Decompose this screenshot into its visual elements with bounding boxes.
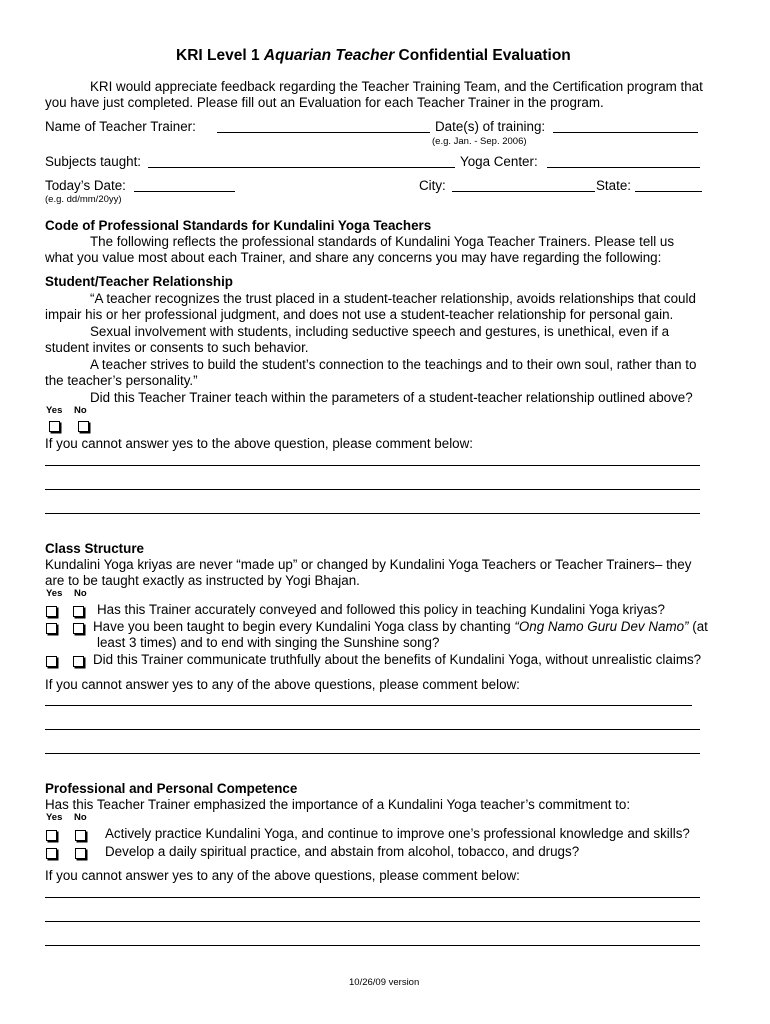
class-q1-no-checkbox[interactable] — [73, 606, 84, 617]
competence-q1-no-checkbox[interactable] — [75, 830, 86, 841]
relationship-no-checkbox[interactable] — [78, 421, 89, 432]
class-q3-yes-checkbox[interactable] — [46, 656, 57, 667]
relationship-p3-line1: A teacher strives to build the student’s connection to the teachings and to their own soul, rather than to — [90, 357, 697, 372]
city-label: City: — [419, 178, 446, 193]
class-q3-text: Did this Trainer communicate truthfully about the benefits of Kundalini Yoga, without unrealistic claims? — [93, 652, 702, 667]
relationship-yes-label: Yes — [46, 405, 63, 416]
class-structure-line-1: Kundalini Yoga kriyas are never “made up” or changed by Kundalini Yoga Teachers or Teacher Trainers– they — [45, 557, 692, 572]
competence-yes-label: Yes — [46, 812, 63, 823]
code-line-1: The following reflects the professional standards of Kundalini Yoga Teacher Trainers. Please tell us — [90, 234, 675, 249]
competence-comment-line[interactable] — [45, 921, 700, 922]
version-footer: 10/26/09 version — [349, 977, 420, 988]
todays-date-label: Today’s Date: — [45, 178, 126, 193]
trainer-name-field[interactable] — [217, 119, 430, 133]
class-comment-prompt: If you cannot answer yes to any of the above questions, please comment below: — [45, 677, 520, 692]
relationship-comment-line[interactable] — [45, 513, 700, 514]
relationship-p2-line2: student invites or consents to such behavior. — [45, 340, 309, 355]
competence-q1-text: Actively practice Kundalini Yoga, and continue to improve one’s professional knowledge and skills? — [105, 826, 690, 841]
competence-comment-line[interactable] — [45, 945, 700, 946]
relationship-p1-line1: “A teacher recognizes the trust placed in a student-teacher relationship, avoids relationships that could — [90, 291, 696, 306]
competence-q1-yes-checkbox[interactable] — [46, 830, 57, 841]
subjects-label: Subjects taught: — [45, 154, 142, 169]
dates-field[interactable] — [553, 119, 698, 133]
competence-heading: Professional and Personal Competence — [45, 781, 298, 796]
class-q2-text: Have you been taught to begin every Kundalini Yoga class by chanting “Ong Namo Guru Dev Namo” (at — [93, 619, 708, 634]
code-line-2: what you value most about each Trainer, and share any concerns you may have regarding the following: — [45, 250, 662, 265]
intro-line-1: KRI would appreciate feedback regarding the Teacher Training Team, and the Certification program that — [90, 79, 703, 94]
code-heading: Code of Professional Standards for Kundalini Yoga Teachers — [45, 218, 432, 233]
competence-comment-line[interactable] — [45, 897, 700, 898]
class-q2-yes-checkbox[interactable] — [46, 623, 57, 634]
competence-q2-text: Develop a daily spiritual practice, and abstain from alcohol, tobacco, and drugs? — [105, 844, 580, 859]
class-q3-no-checkbox[interactable] — [73, 656, 84, 667]
relationship-heading: Student/Teacher Relationship — [45, 274, 233, 289]
relationship-no-label: No — [74, 405, 87, 416]
dates-hint: (e.g. Jan. - Sep. 2006) — [432, 136, 527, 147]
page-title: KRI Level 1 Aquarian Teacher Confidential Evaluation — [176, 47, 571, 64]
class-q2-no-checkbox[interactable] — [73, 623, 84, 634]
class-comment-line[interactable] — [45, 729, 700, 730]
relationship-p1-line2: impair his or her professional judgment, and does not use a student-teacher relationship for personal gain. — [45, 307, 674, 322]
competence-line-1: Has this Teacher Trainer emphasized the importance of a Kundalini Yoga teacher’s commitment to: — [45, 797, 631, 812]
class-structure-line-2: are to be taught exactly as instructed by Yogi Bhajan. — [45, 573, 360, 588]
competence-q2-yes-checkbox[interactable] — [46, 848, 57, 859]
yoga-center-field[interactable] — [547, 154, 700, 168]
class-q2-line2: least 3 times) and to end with singing the Sunshine song? — [97, 635, 440, 650]
relationship-p3-line2: the teacher’s personality.” — [45, 373, 198, 388]
state-field[interactable] — [635, 178, 702, 192]
dates-label: Date(s) of training: — [435, 119, 546, 134]
relationship-question: Did this Teacher Trainer teach within the parameters of a student-teacher relationship outlined above? — [90, 390, 693, 405]
intro-line-2: you have just completed. Please fill out an Evaluation for each Teacher Trainer in the program. — [45, 95, 604, 110]
class-structure-heading: Class Structure — [45, 541, 144, 556]
class-comment-line[interactable] — [45, 705, 692, 706]
class-comment-line[interactable] — [45, 753, 700, 754]
relationship-yes-checkbox[interactable] — [49, 421, 60, 432]
yoga-center-label: Yoga Center: — [460, 154, 538, 169]
city-field[interactable] — [452, 178, 595, 192]
state-label: State: — [596, 178, 631, 193]
class-no-label: No — [74, 588, 87, 599]
class-q1-text: Has this Trainer accurately conveyed and followed this policy in teaching Kundalini Yoga kriyas? — [97, 602, 665, 617]
class-yes-label: Yes — [46, 588, 63, 599]
relationship-comment-line[interactable] — [45, 465, 700, 466]
competence-no-label: No — [74, 812, 87, 823]
date-hint: (e.g. dd/mm/20yy) — [45, 194, 122, 205]
relationship-p2-line1: Sexual involvement with students, including seductive speech and gestures, is unethical, even if a — [90, 324, 670, 339]
competence-q2-no-checkbox[interactable] — [75, 848, 86, 859]
subjects-field[interactable] — [148, 154, 455, 168]
class-q1-yes-checkbox[interactable] — [46, 606, 57, 617]
competence-comment-prompt: If you cannot answer yes to any of the above questions, please comment below: — [45, 868, 520, 883]
relationship-comment-line[interactable] — [45, 489, 700, 490]
trainer-name-label: Name of Teacher Trainer: — [45, 119, 196, 134]
todays-date-field[interactable] — [134, 178, 235, 192]
relationship-comment-prompt: If you cannot answer yes to the above question, please comment below: — [45, 436, 474, 451]
